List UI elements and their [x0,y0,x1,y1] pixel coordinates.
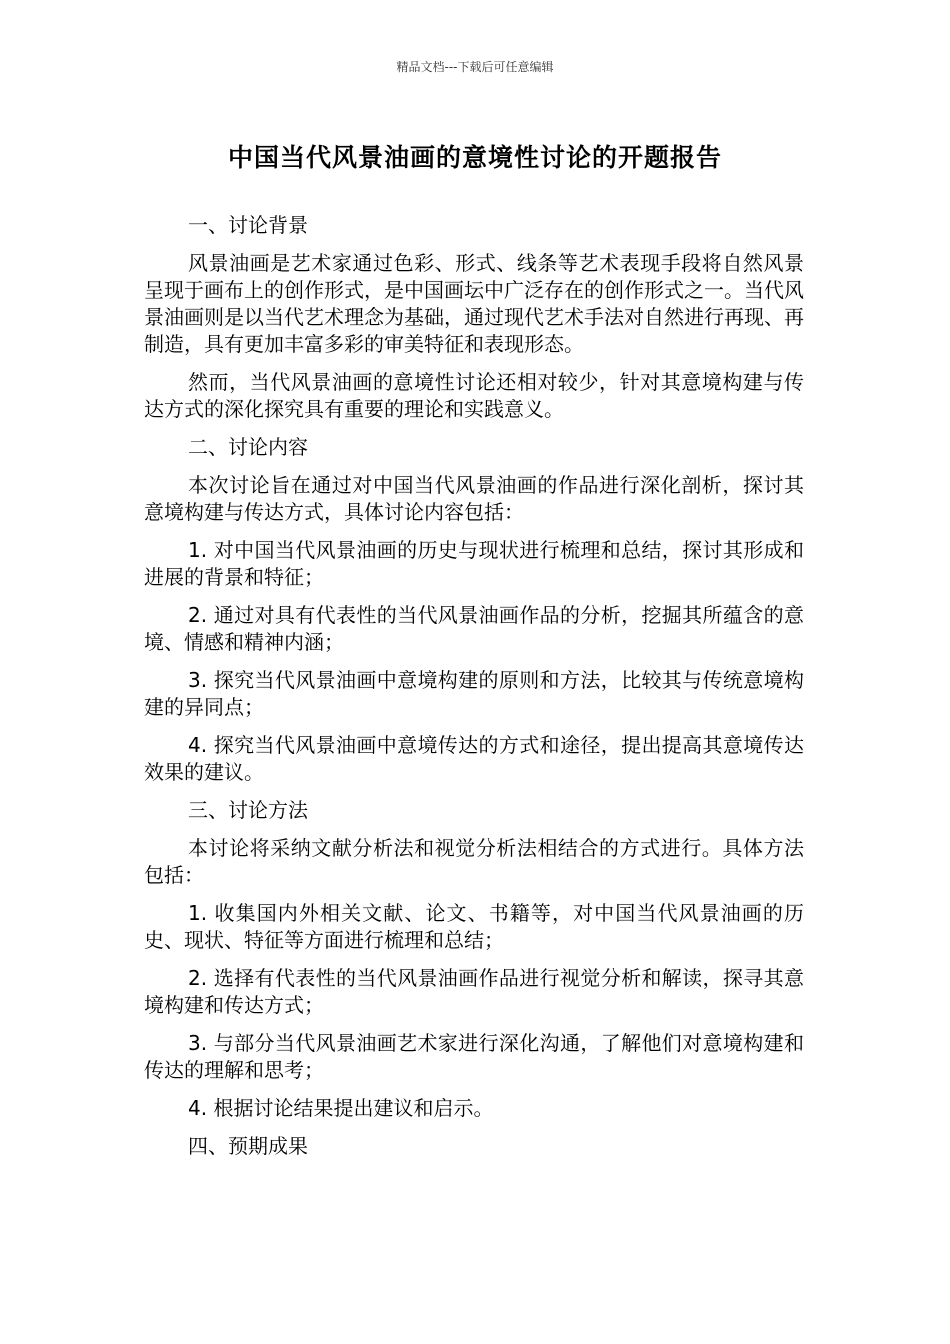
list-item: 2. 通过对具有代表性的当代风景油画作品的分析，挖掘其所蕴含的意境、情感和精神内涵； [144,603,804,654]
list-item: 1. 对中国当代风景油画的历史与现状进行梳理和总结，探讨其形成和进展的背景和特征； [144,538,804,589]
list-item: 2. 选择有代表性的当代风景油画作品进行视觉分析和解读，探寻其意境构建和传达方式； [144,966,804,1017]
header-note: 精品文档---下载后可任意编辑 [396,60,554,74]
section-heading-background: 一、讨论背景 [188,213,308,237]
list-item: 4. 根据讨论结果提出建议和启示。 [188,1096,494,1120]
list-item: 3. 探究当代风景油画中意境构建的原则和方法，比较其与传统意境构建的异同点； [144,668,804,719]
list-item: 3. 与部分当代风景油画艺术家进行深化沟通，了解他们对意境构建和传达的理解和思考； [144,1031,804,1082]
section-heading-expected-results: 四、预期成果 [188,1134,308,1158]
paragraph: 风景油画是艺术家通过色彩、形式、线条等艺术表现手段将自然风景呈现于画布上的创作形式，是中国画坛中广泛存在的创作形式之一。当代风景油画则是以当代艺术理念为基础，通过现代艺术手法对自然进行再现、再制造，具有更加丰富多彩的审美特征和表现形态。 [144,251,804,356]
paragraph: 然而，当代风景油画的意境性讨论还相对较少，针对其意境构建与传达方式的深化探究具有重要的理论和实践意义。 [144,370,804,421]
section-heading-method: 三、讨论方法 [188,798,308,822]
document-body [144,212,804,1171]
section-heading-content: 二、讨论内容 [188,435,308,459]
document-title: 中国当代风景油画的意境性讨论的开题报告 [227,143,722,172]
list-item: 1. 收集国内外相关文献、论文、书籍等，对中国当代风景油画的历史、现状、特征等方面进行梳理和总结； [144,901,804,952]
list-item: 4. 探究当代风景油画中意境传达的方式和途径，提出提高其意境传达效果的建议。 [144,733,804,784]
paragraph: 本次讨论旨在通过对中国当代风景油画的作品进行深化剖析，探讨其意境构建与传达方式，具体讨论内容包括： [144,473,804,524]
paragraph: 本讨论将采纳文献分析法和视觉分析法相结合的方式进行。具体方法包括： [144,836,804,887]
